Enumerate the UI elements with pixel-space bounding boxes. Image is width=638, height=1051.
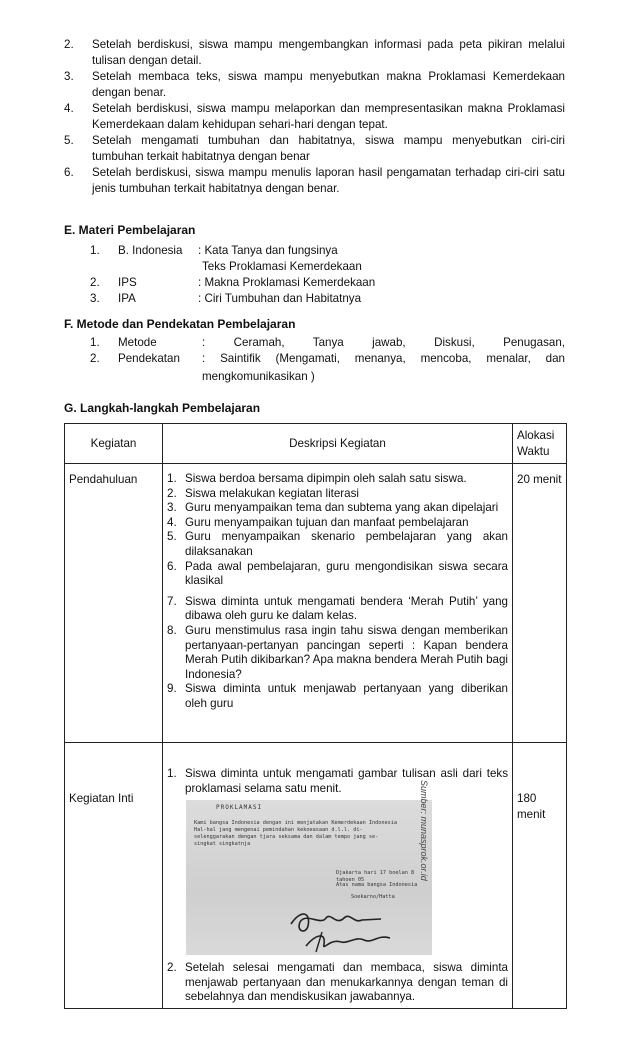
tujuan-list xyxy=(60,37,565,197)
list-number: 4. xyxy=(64,102,74,115)
list-text: Setelah berdiskusi, siswa mampu melaporkan dan mempresentasikan makna Proklamasi Kemerdekaan dalam kehidupan sehari-hari dengan tepat. xyxy=(92,102,565,131)
inti-steps xyxy=(167,767,508,796)
list-item xyxy=(60,165,565,197)
step-number: 8. xyxy=(167,623,177,637)
materi-content: : Kata Tanya dan fungsinya xyxy=(198,244,338,257)
step-text: Guru menyampaikan tema dan subtema yang akan dipelajari xyxy=(185,501,499,515)
list-number: 6. xyxy=(64,166,74,179)
inti-steps-2 xyxy=(167,961,508,1005)
list-number: 3. xyxy=(64,70,74,83)
step-number: 9. xyxy=(167,682,177,696)
list-item xyxy=(60,101,565,133)
list-item: 1. Siswa diminta untuk mengamati gambar tulisan asli dari teks proklamasi selama satu menit. xyxy=(167,767,508,795)
langkah-heading: G. Langkah-langkah Pembelajaran xyxy=(64,401,261,415)
metode-number: 2. xyxy=(90,352,100,365)
list-item xyxy=(167,516,508,531)
materi-row xyxy=(90,243,560,259)
metode-number: 1. xyxy=(90,336,100,349)
list-text: Setelah mengamati tumbuhan dan habitatnya, siswa mampu menyebutkan ciri-ciri tumbuhan terkait habitatnya dengan benar xyxy=(92,134,565,163)
langkah-table xyxy=(64,423,567,1009)
list-text: Setelah membaca teks, siswa mampu menyebutkan makna Proklamasi Kemerdekaan dengan benar. xyxy=(92,70,565,99)
step-text: Guru menyampaikan skenario pembelajaran yang akan dilaksanakan xyxy=(185,530,508,558)
materi-content: : Makna Proklamasi Kemerdekaan xyxy=(198,276,376,289)
proklamasi-line: singkat singkatnja xyxy=(194,841,251,848)
metode-content: : Saintifik (Mengamati, menanya, mencoba, menalar, dan xyxy=(202,352,565,365)
step-text: Guru menstimulus rasa ingin tahu siswa dengan memberikan pertanyaan-pertanyan pancingan seperti : Kapan bendera Merah Putih dikibarkan? Apa makna bendera Merah Putih bagi Indonesia? xyxy=(185,623,508,681)
proklamasi-body xyxy=(194,820,414,848)
materi-subject: IPS xyxy=(118,276,137,289)
list-item xyxy=(167,595,508,624)
list-item xyxy=(167,487,508,502)
step-text: Guru menyampaikan tujuan dan manfaat pembelajaran xyxy=(185,515,469,529)
step-text: Siswa melakukan kegiatan literasi xyxy=(185,486,359,500)
list-text: Setelah berdiskusi, siswa mampu menulis laporan hasil pengamatan terhadap ciri-ciri satu jenis tumbuhan terkait habitatnya dengan benar. xyxy=(92,166,565,195)
proklamasi-title: PROKLAMASI xyxy=(216,804,263,812)
step-text: Siswa diminta untuk menjawab pertanyaan yang diberikan oleh guru xyxy=(185,682,508,710)
pendahuluan-steps xyxy=(167,472,508,712)
step-text: Siswa diminta untuk mengamati bendera ‘Merah Putih’ yang dibawa oleh guru ke dalam kelas. xyxy=(185,594,508,623)
metode-heading: F. Metode dan Pendekatan Pembelajaran xyxy=(64,317,296,331)
step-number: 4. xyxy=(167,515,177,529)
metode-label: Metode xyxy=(118,336,157,349)
kegiatan-inti: Kegiatan Inti xyxy=(65,743,163,1009)
step-number: 5. xyxy=(167,530,177,544)
list-item xyxy=(167,682,508,711)
materi-row xyxy=(90,275,560,291)
list-item xyxy=(167,560,508,589)
list-item xyxy=(167,501,508,516)
proklamasi-line: Kami bangsa Indonesia dengan ini menjatakan Kemerdekaan Indonesia xyxy=(194,820,398,827)
metode-label: Pendekatan xyxy=(118,352,180,365)
list-item: 2. Setelah selesai mengamati dan membaca, siswa diminta menjawab pertanyaan dan menukarkannya dengan teman di sebelahnya dan mendiskusikan jawabannya. xyxy=(167,961,508,1004)
waktu-inti: 180 menit xyxy=(513,743,567,1009)
materi-subject: B. Indonesia xyxy=(118,244,183,257)
proklamasi-image xyxy=(186,800,432,955)
materi-number: 1. xyxy=(90,244,100,257)
step-text: Siswa berdoa bersama dipimpin oleh salah satu siswa. xyxy=(185,472,467,485)
step-number: 1. xyxy=(167,472,177,485)
list-number: 5. xyxy=(64,134,74,147)
materi-subject: IPA xyxy=(118,292,136,305)
table-row-pendahuluan xyxy=(65,464,567,743)
step-number: 2. xyxy=(167,486,177,500)
kegiatan-pendahuluan: Pendahuluan xyxy=(65,464,163,743)
materi-number: 2. xyxy=(90,276,100,289)
list-number: 2. xyxy=(64,38,74,51)
proklamasi-line: selenggarakan dengan tjara seksama dan dalam tempo jang se- xyxy=(194,834,379,841)
col-waktu: Alokasi Waktu xyxy=(513,424,567,464)
metode-row xyxy=(90,351,565,367)
materi-row xyxy=(90,291,560,307)
waktu-pendahuluan: 20 menit xyxy=(513,464,567,743)
metode-extra: mengkomunikasikan ) xyxy=(202,370,315,383)
materi-extra: Teks Proklamasi Kemerdekaan xyxy=(202,260,362,273)
table-row-inti xyxy=(65,743,567,1009)
list-item xyxy=(60,133,565,165)
step-number: 7. xyxy=(167,594,177,608)
proklamasi-names: Soekarno/Hatta xyxy=(351,894,395,901)
proklamasi-atas-nama: Atas nama bangsa Indonesia xyxy=(336,882,418,889)
step-number: 6. xyxy=(167,559,177,573)
signature-icon xyxy=(286,904,416,954)
col-deskripsi: Deskripsi Kegiatan xyxy=(163,424,513,464)
proklamasi-date: Djakarta hari 17 boelan 8 tahoen 05 xyxy=(336,870,415,884)
list-item xyxy=(167,472,508,487)
metode-row xyxy=(90,335,565,351)
image-watermark: Sumber: munasprok.or.id xyxy=(419,780,429,881)
materi-heading: E. Materi Pembelajaran xyxy=(64,223,196,237)
step-number: 3. xyxy=(167,501,177,515)
list-item xyxy=(60,37,565,69)
materi-number: 3. xyxy=(90,292,100,305)
materi-content: : Ciri Tumbuhan dan Habitatnya xyxy=(198,292,362,305)
list-item xyxy=(167,530,508,559)
metode-content: : Ceramah, Tanya jawab, Diskusi, Penugasan, xyxy=(202,336,565,349)
list-text: Setelah berdiskusi, siswa mampu mengembangkan informasi pada peta pikiran melalui tulisan dengan detail. xyxy=(92,38,565,67)
list-item xyxy=(60,69,565,101)
col-kegiatan: Kegiatan xyxy=(65,424,163,464)
list-item xyxy=(167,624,508,682)
step-text: Pada awal pembelajaran, guru mengondisikan siswa secara klasikal xyxy=(185,559,508,588)
proklamasi-line: Hal-hal jang mengenai pemindahan kekoeasaan d.l.l. di- xyxy=(194,827,363,834)
